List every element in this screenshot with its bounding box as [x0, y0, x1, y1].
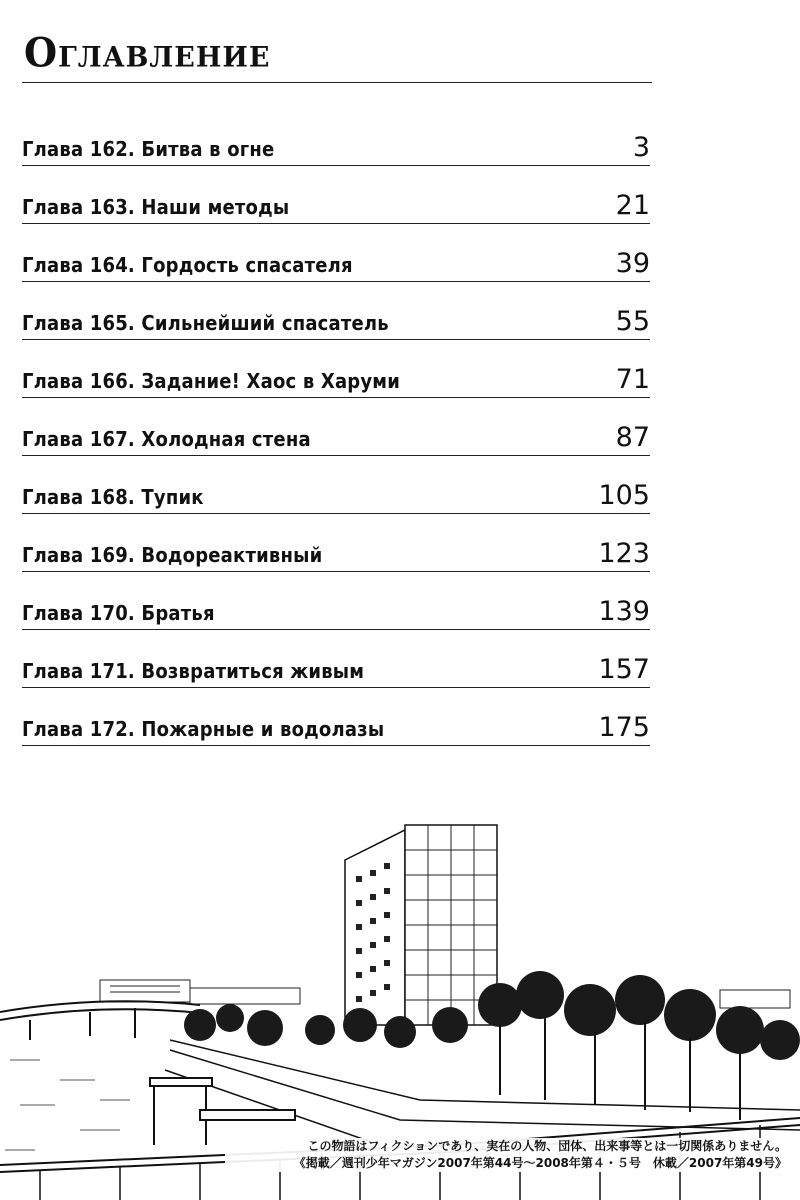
chapter-title: Глава 162. Битва в огне: [22, 137, 275, 161]
chapter-title: Глава 170. Братья: [22, 601, 215, 625]
page-number: 175: [598, 712, 650, 743]
toc-row: [22, 572, 650, 630]
page-number: 139: [598, 596, 650, 627]
toc-row: [22, 688, 650, 746]
page-number: 3: [632, 132, 650, 163]
toc-row: [22, 340, 650, 398]
fiction-disclaimer: この物語はフィクションであり、実在の人物、団体、出来事等とは一切関係ありません。: [307, 1139, 787, 1153]
chapter-title: Глава 171. Возвратиться живым: [22, 659, 365, 683]
page-title: Оглавление: [24, 28, 271, 77]
chapter-title: Глава 165. Сильнейший спасатель: [22, 311, 389, 335]
page-number: 87: [615, 422, 650, 453]
toc-row: [22, 282, 650, 340]
toc-row: [22, 514, 650, 572]
publication-credits: [225, 1138, 789, 1172]
toc-row: [22, 108, 650, 166]
chapter-title: Глава 164. Гордость спасателя: [22, 253, 353, 277]
page-number: 21: [615, 190, 650, 221]
page-number: 71: [615, 364, 650, 395]
chapter-title: Глава 169. Водореактивный: [22, 543, 323, 567]
page-number: 157: [598, 654, 650, 685]
chapter-title: Глава 168. Тупик: [22, 485, 204, 509]
page-number: 39: [615, 248, 650, 279]
chapter-title: Глава 172. Пожарные и водолазы: [22, 717, 385, 741]
toc-row: [22, 224, 650, 282]
serialization-info: 《掲載／週刊少年マガジン2007年第44号～2008年第４・５号 休載／2007年第49号》: [293, 1156, 787, 1170]
chapter-title: Глава 167. Холодная стена: [22, 427, 311, 451]
page-number: 105: [598, 480, 650, 511]
toc-row: [22, 630, 650, 688]
toc-row: [22, 456, 650, 514]
toc-row: [22, 398, 650, 456]
page-number: 123: [598, 538, 650, 569]
table-of-contents: [22, 108, 650, 746]
page-number: 55: [615, 306, 650, 337]
chapter-title: Глава 166. Задание! Хаос в Харуми: [22, 369, 401, 393]
title-divider: [22, 82, 652, 83]
chapter-title: Глава 163. Наши методы: [22, 195, 290, 219]
toc-row: [22, 166, 650, 224]
